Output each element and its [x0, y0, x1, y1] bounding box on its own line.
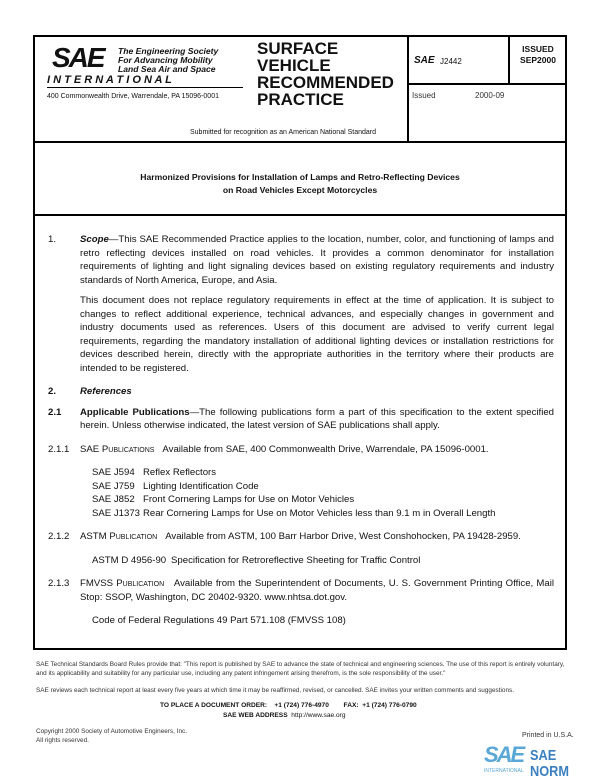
- fmvss-publication: [48, 577, 554, 604]
- web-label: SAE WEB ADDRESS: [223, 712, 288, 719]
- printed-in: Printed in U.S.A.: [522, 732, 574, 739]
- divider: [33, 141, 567, 143]
- section-heading: Scope: [80, 234, 109, 245]
- sae-address: 400 Commonwealth Drive, Warrendale, PA 15096-0001: [47, 93, 219, 100]
- document-title: [33, 171, 567, 197]
- status-line: SEP2000: [520, 55, 556, 65]
- issued-date: 2000-09: [475, 91, 505, 100]
- section-number: 2.1.3: [48, 578, 70, 589]
- reference-item: [48, 466, 554, 480]
- applicable-publications: [48, 406, 554, 433]
- status-line: ISSUED: [522, 44, 554, 54]
- document-number: J2442: [440, 57, 462, 66]
- reference-id: SAE J594: [92, 467, 135, 478]
- watermark-text: SAE NORM: [530, 747, 569, 780]
- section-heading: References: [80, 386, 132, 397]
- reference-title: Front Cornering Lamps for Use on Motor Vehicles: [143, 494, 355, 505]
- web-url[interactable]: http://www.sae.org: [291, 712, 346, 719]
- doc-type-line: SURFACE: [257, 39, 339, 58]
- submitted-note: Submitted for recognition as an American National Standard: [190, 129, 376, 136]
- scope-paragraph-2: [48, 294, 554, 375]
- review-notice: SAE reviews each technical report at least every five years at which time it may be reaffirmed, revised, or cancelled. SAE invites your written comments and suggestions.: [36, 687, 514, 694]
- paragraph-text: —This SAE Recommended Practice applies to the location, number, color, and functioning of lamps and retro reflecting devices installed on road vehicles. It provides a common denominator for installation requirements of lighting and light signaling devices based on existing regulatory requirements and industry standards of North America, Europe, and Asia.: [80, 234, 554, 286]
- cfr-reference: [48, 614, 554, 628]
- fax-phone: +1 (724) 776-0790: [362, 702, 417, 709]
- reference-title: Rear Cornering Lamps for Use on Motor Vehicles less than 9.1 m in Overall Length: [143, 507, 496, 519]
- reference-id: SAE J852: [92, 494, 135, 505]
- references-heading: [48, 385, 554, 399]
- sae-publications: [48, 443, 554, 457]
- section-number: 1.: [48, 234, 57, 245]
- order-phone: +1 (724) 776-4970: [274, 702, 329, 709]
- section-number: 2.1.1: [48, 443, 70, 455]
- title-line: on Road Vehicles Except Motorcycles: [222, 185, 378, 195]
- divider: [508, 35, 510, 84]
- fax-label: FAX:: [343, 702, 359, 709]
- paragraph-text: —The following publications form a part of this specification to the extent specified herein. Unless otherwise indicated, the latest version of SAE publications shall apply.: [80, 406, 554, 431]
- reference-item: [48, 480, 554, 494]
- paragraph-text: Available from the Superintendent of Documents, U. S. Government Printing Office, Mail Stop: SSOP, Washington, DC 20402-9320. www.nhtsa.dot.gov.: [80, 578, 555, 603]
- society-tagline: [118, 47, 218, 74]
- divider: [407, 35, 409, 142]
- reference-id: ASTM D 4956-90: [92, 554, 167, 566]
- divider: [33, 214, 567, 216]
- section-number: 2.: [48, 386, 57, 397]
- document-body: [48, 233, 554, 628]
- paragraph-text: This document does not replace regulatory requirements in effect at the time of application. It is subject to changes to reflect additional experience, technical advances, and especially changes in government and industry documents used as references. Users of this document are advised to verify current legal requirements, regarding the mandatory installation of additional lighting devices or installation restrictions for devices described herein, directly with the appropriate authorities in the territory where their products are intended to be registered.: [80, 295, 554, 374]
- reference-title: Specification for Retroreflective Sheeting for Traffic Control: [171, 554, 421, 566]
- reference-id: SAE J1373: [92, 507, 141, 519]
- rules-notice: SAE Technical Standards Board Rules provide that: "This report is published by SAE to advance the state of technical and engineering sciences. The use of this report is entirely voluntary, and its applicability and suitability for any particular use, including any patent infringement arising therefrom, is the sole responsibility of the user.": [36, 661, 565, 677]
- sae-reference-list: [48, 466, 554, 520]
- doc-sae-logo: SAE: [414, 55, 435, 66]
- tagline-line: Land Sea Air and Space: [118, 64, 216, 74]
- order-line: [160, 701, 417, 710]
- section-heading: ASTM Publication: [80, 531, 158, 542]
- title-line: Harmonized Provisions for Installation of Lamps and Retro-Reflecting Devices: [140, 172, 460, 182]
- astm-reference: [48, 554, 554, 568]
- reference-id: SAE J759: [92, 480, 135, 492]
- doc-type-line: VEHICLE: [257, 56, 331, 75]
- tagline-line: The Engineering Society: [118, 46, 219, 56]
- reference-title: Lighting Identification Code: [143, 480, 259, 492]
- watermark-logo: SAE: [484, 742, 524, 767]
- status-badge: [512, 44, 564, 66]
- order-label: TO PLACE A DOCUMENT ORDER:: [160, 702, 268, 709]
- paragraph-text: Available from ASTM, 100 Barr Harbor Drive, West Conshohocken, PA 19428-2959.: [165, 531, 521, 542]
- section-heading: Applicable Publications: [80, 406, 190, 418]
- divider: [407, 83, 565, 85]
- doc-type-line: PRACTICE: [257, 90, 344, 109]
- sae-logo: SAE: [52, 42, 104, 73]
- watermark-sub: INTERNATIONAL: [484, 768, 524, 774]
- reference-title: Code of Federal Regulations 49 Part 571.108 (FMVSS 108): [92, 615, 346, 626]
- astm-publication: [48, 530, 554, 544]
- section-number: 2.1.2: [48, 531, 70, 542]
- international-wordmark: I N T E R N A T I O N A L: [47, 74, 243, 88]
- reference-item: [48, 507, 554, 521]
- issued-label: Issued: [412, 91, 436, 100]
- rights-reserved: All rights reserved.: [36, 737, 89, 744]
- copyright: Copyright 2000 Society of Automotive Engineers, Inc.: [36, 728, 187, 735]
- scope-paragraph: [48, 233, 554, 287]
- section-heading: FMVSS Publication: [80, 578, 165, 589]
- reference-title: Reflex Reflectors: [143, 467, 217, 478]
- document-type: [257, 40, 394, 108]
- reference-item: [48, 493, 554, 507]
- tagline-line: For Advancing Mobility: [118, 55, 213, 65]
- section-heading: SAE Publications: [80, 443, 155, 455]
- doc-type-line: RECOMMENDED: [257, 73, 394, 92]
- paragraph-text: Available from SAE, 400 Commonwealth Drive, Warrendale, PA 15096-0001.: [162, 443, 489, 455]
- section-number: 2.1: [48, 406, 62, 418]
- web-line: [223, 711, 346, 720]
